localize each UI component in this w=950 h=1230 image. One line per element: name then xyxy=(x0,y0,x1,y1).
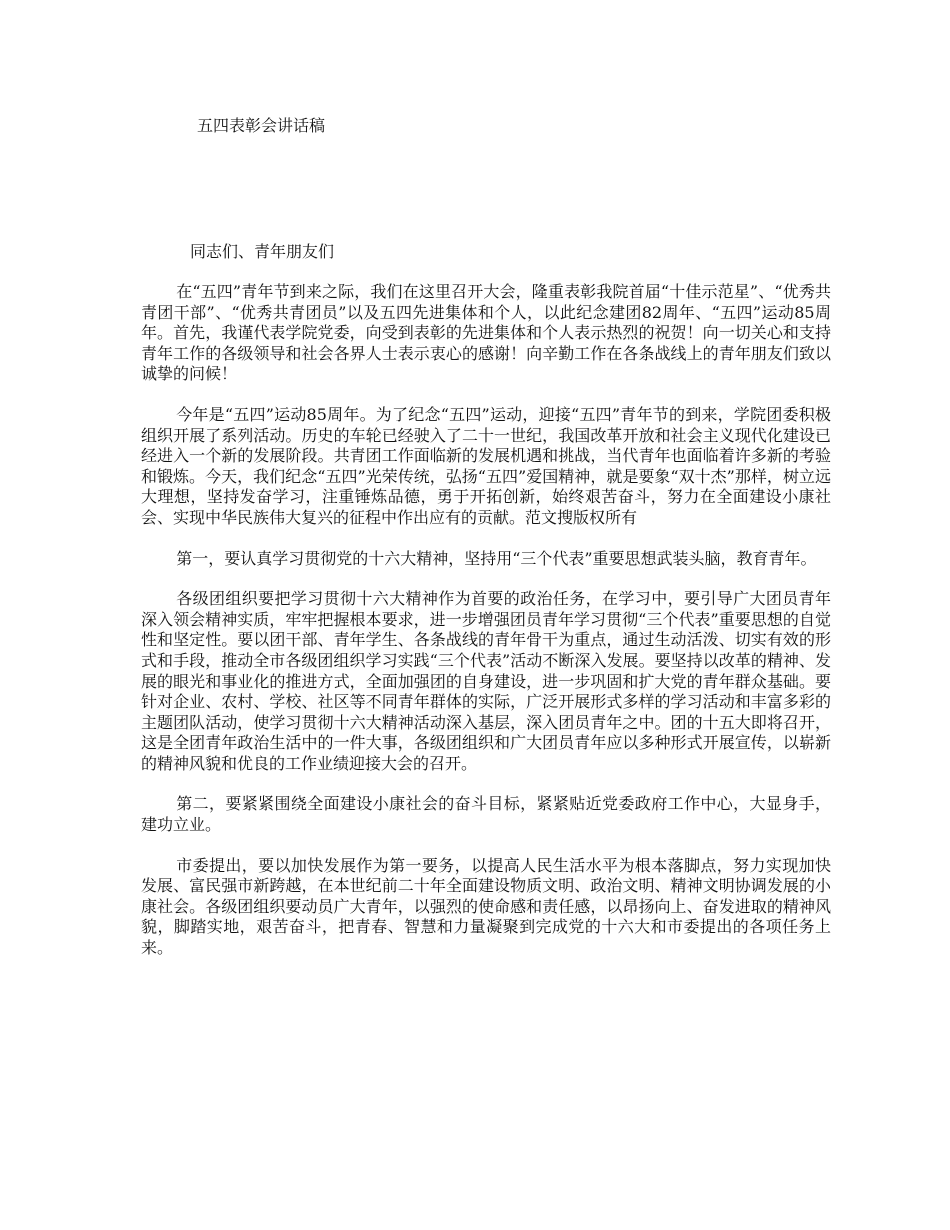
paragraph-point-two-heading: 第二，要紧紧围绕全面建设小康社会的奋斗目标，紧紧贴近党委政府工作中心，大显身手，建功立业。 xyxy=(141,794,831,835)
paragraph-point-one-body: 各级团组织要把学习贯彻十六大精神作为首要的政治任务，在学习中，要引导广大团员青年深入领会精神实质，牢牢把握根本要求，进一步增强团员青年学习贯彻“三个代表”重要思想的自觉性和坚定性。要以团干部、青年学生、各条战线的青年骨干为重点，通过生动活泼、切实有效的形式和手段，推动全市各级团组织学习实践“三个代表”活动不断深入发展。要坚持以改革的精神、发展的眼光和事业化的推进方式，全面加强团的自身建设，进一步巩固和扩大党的青年群众基础。要针对企业、农村、学校、社区等不同青年群体的实际，广泛开展形式多样的学习活动和丰富多彩的主题团队活动，使学习贯彻十六大精神活动深入基层，深入团员青年之中。团的十五大即将召开，这是全团青年政治生活中的一件大事，各级团组织和广大团员青年应以多种形式开展宣传，以崭新的精神风貌和优良的工作业绩迎接大会的召开。 xyxy=(141,589,831,773)
paragraph-opening: 在“五四”青年节到来之际，我们在这里召开大会，隆重表彰我院首届“十佳示范星”、“优秀共青团干部”、“优秀共青团员”以及五四先进集体和个人，以此纪念建团82周年、“五四”运动85周年。首先，我谨代表学院党委，向受到表彰的先进集体和个人表示热烈的祝贺！向一切关心和支持青年工作的各级领导和社会各界人士表示衷心的感谢！向辛勤工作在各条战线上的青年朋友们致以诚挚的问候！ xyxy=(141,282,831,384)
paragraph-point-one-heading: 第一，要认真学习贯彻党的十六大精神，坚持用“三个代表”重要思想武装头脑，教育青年。 xyxy=(176,548,817,568)
paragraph-anniversary: 今年是“五四”运动85周年。为了纪念“五四”运动，迎接“五四”青年节的到来，学院团委积极组织开展了系列活动。历史的车轮已经驶入了二十一世纪，我国改革开放和社会主义现代化建设已经进入一个新的发展阶段。共青团工作面临新的发展机遇和挑战，当代青年也面临着许多新的考验和锻炼。今天，我们纪念“五四”光荣传统，弘扬“五四”爱国精神，就是要象“双十杰”那样，树立远大理想，坚持发奋学习，注重锤炼品德，勇于开拓创新，始终艰苦奋斗，努力在全面建设小康社会、实现中华民族伟大复兴的征程中作出应有的贡献。范文搜版权所有 xyxy=(141,404,831,527)
document-body xyxy=(141,282,831,979)
document-title: 五四表彰会讲话稿 xyxy=(197,116,326,135)
paragraph-point-two-body: 市委提出，要以加快发展作为第一要务，以提高人民生活水平为根本落脚点，努力实现加快发展、富民强市新跨越，在本世纪前二十年全面建设物质文明、政治文明、精神文明协调发展的小康社会。各级团组织要动员广大青年，以强烈的使命感和责任感，以昂扬向上、奋发进取的精神风貌，脚踏实地，艰苦奋斗，把青春、智慧和力量凝聚到完成党的十六大和市委提出的各项任务上来。 xyxy=(141,855,831,958)
salutation: 同志们、青年朋友们 xyxy=(190,242,335,261)
